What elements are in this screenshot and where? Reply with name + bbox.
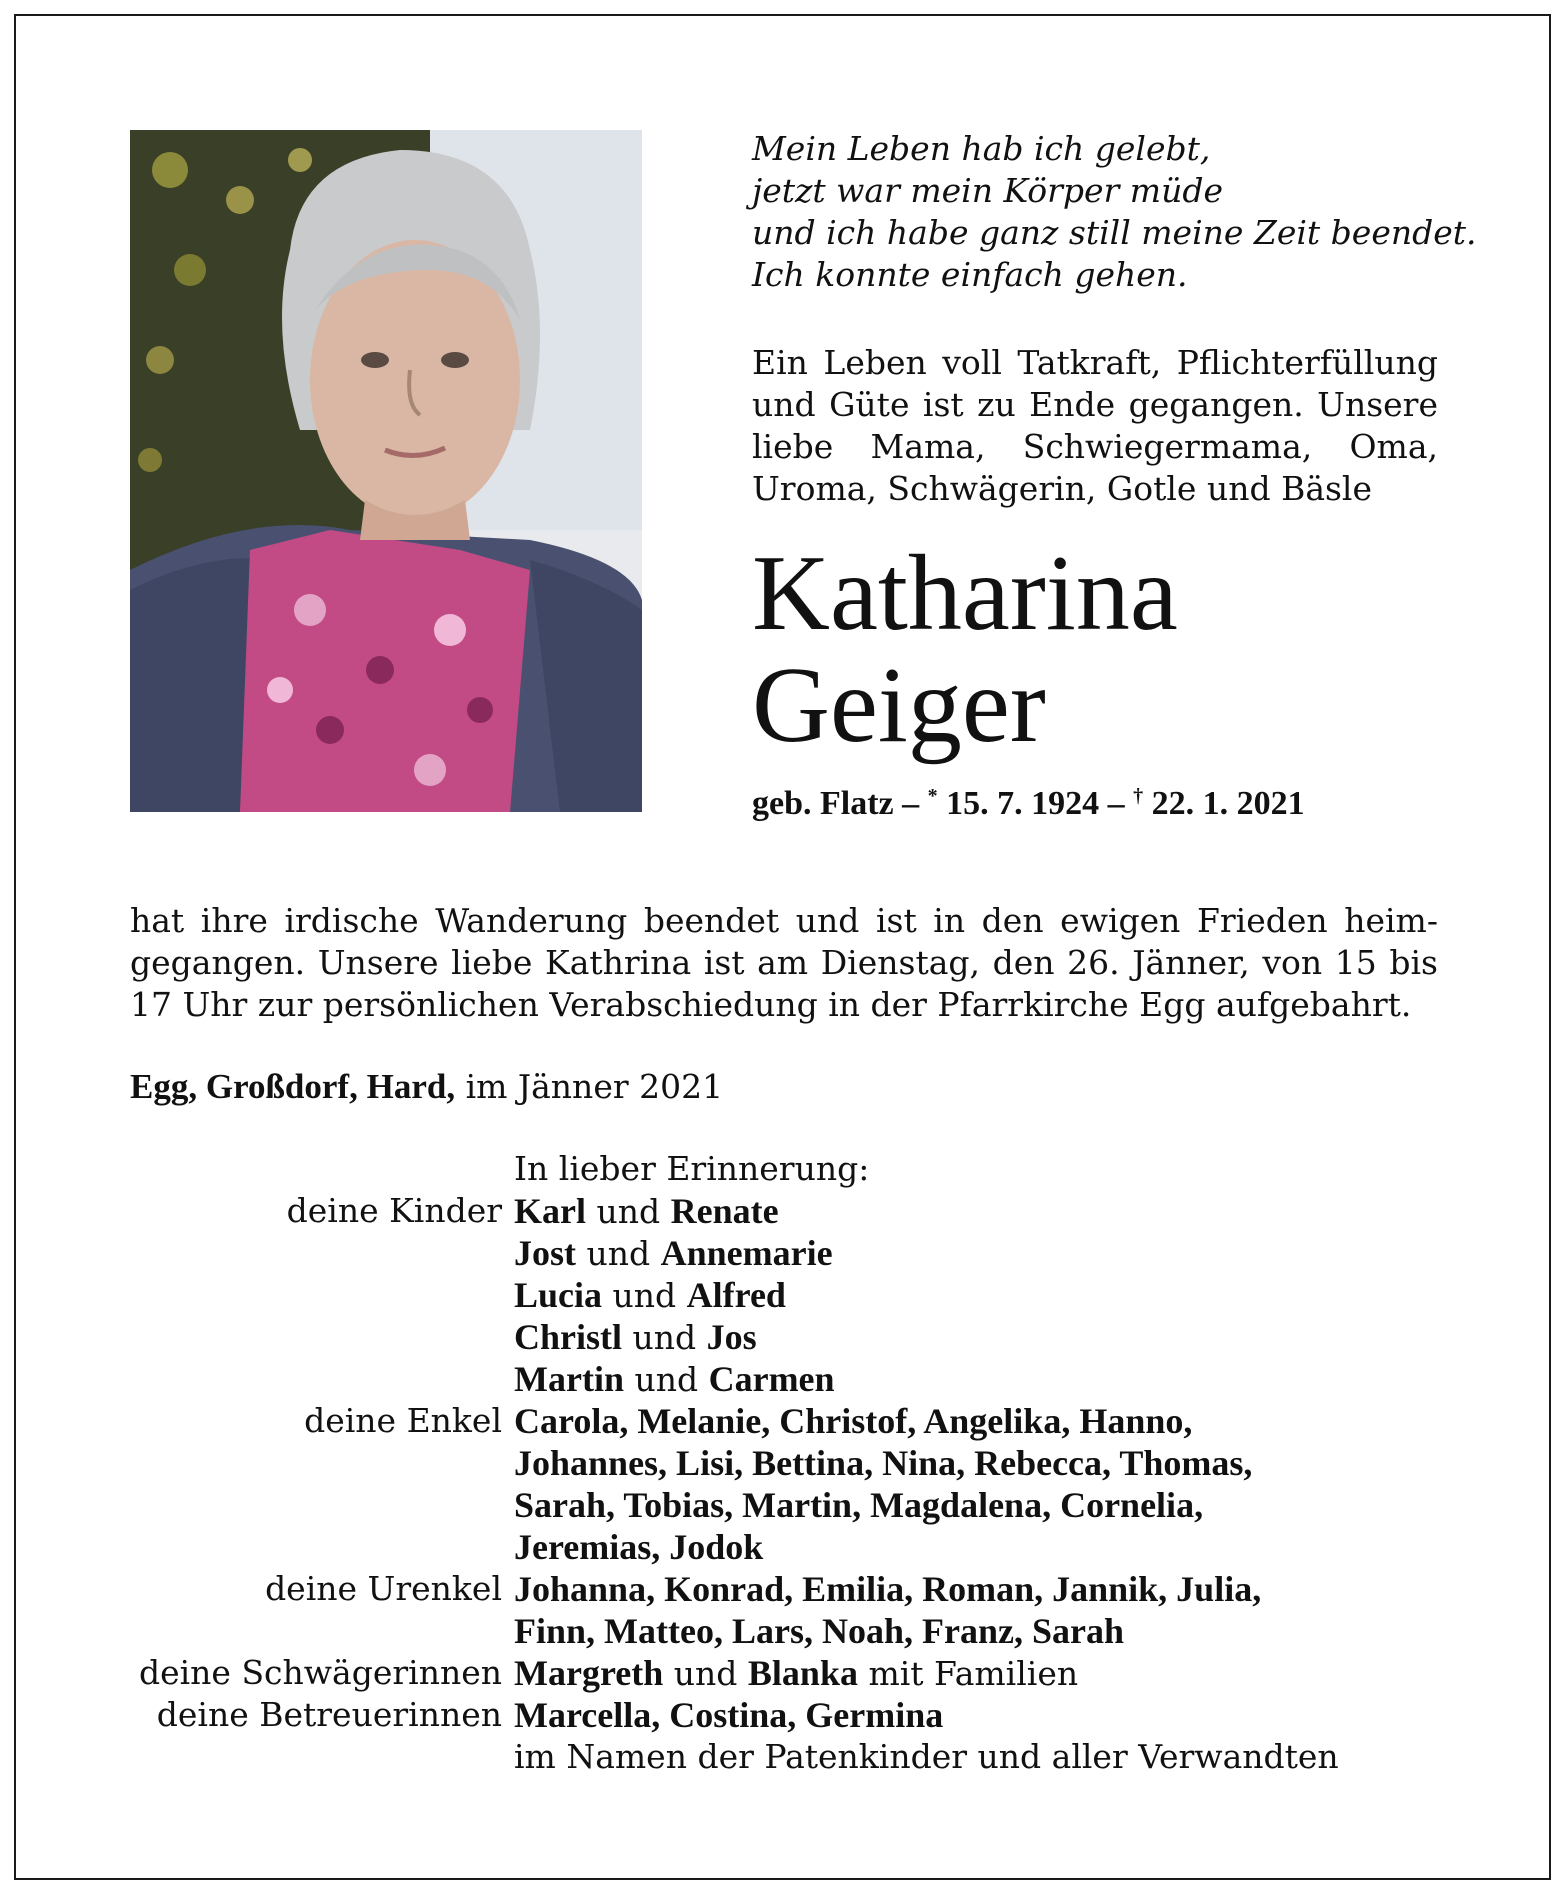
children-label: deine Kinder [286,1191,502,1230]
death-date: 22. 1. 2021 [1143,785,1305,822]
memorial-poem [752,128,1477,296]
children-pair [514,1316,1460,1358]
partner-name: Annemarie [660,1233,833,1273]
closing-row [130,1736,1460,1778]
caregivers-row [130,1694,1460,1736]
partner-name: Renate [670,1191,779,1231]
grandchildren-row [130,1400,1460,1442]
grandchildren-line: Jeremias, Jodok [514,1527,764,1567]
place-and-date [130,1066,723,1108]
signature-list [130,1148,1460,1778]
grandchildren-names [514,1442,1460,1484]
sisters-in-law-label: deine Schwägerinnen [138,1653,502,1692]
birth-date: 15. 7. 1924 – [937,785,1134,822]
children-pair [514,1190,1460,1232]
body-line: hat ihre irdische Wanderung beendet und ist in den ewigen Frieden heim- [130,901,1438,940]
partner-name: Carmen [708,1359,835,1399]
grandchildren-line: Johannes, Lisi, Bettina, Nina, Rebecca, Thomas, [514,1443,1253,1483]
children-row [130,1358,1460,1400]
connector: und [585,1192,671,1231]
poem-line: jetzt war mein Körper müde [752,171,1223,210]
last-name: Geiger [752,646,1046,765]
connector: und [602,1276,687,1315]
child-name: Karl [514,1191,586,1231]
partner-name: Jos [706,1317,757,1357]
closing-text: im Namen der Patenkinder und aller Verwandten [514,1737,1339,1776]
children-row [130,1316,1460,1358]
child-name: Christl [514,1317,622,1357]
great-grandchildren-names [514,1610,1460,1652]
great-grandchildren-line: Johanna, Konrad, Emilia, Roman, Jannik, Julia, [514,1569,1262,1609]
children-row [130,1274,1460,1316]
connector: und [623,1360,709,1399]
announcement-text [130,900,1438,1026]
poem-line: Ich konnte einfach gehen. [752,255,1188,294]
birth-symbol: * [927,785,938,807]
month-year: im Jänner 2021 [455,1067,724,1106]
intro-line: liebe Mama, Schwiegermama, Oma, [752,427,1438,466]
grandchildren-row [130,1526,1460,1568]
child-name: Martin [514,1359,624,1399]
connector: und [622,1318,707,1357]
sisters-in-law-row [130,1652,1460,1694]
portrait-image [130,130,642,812]
signature-heading: In lieber Erinnerung: [514,1149,870,1188]
sisters-in-law-names [514,1652,1460,1694]
sister-in-law-name: Blanka [747,1653,858,1693]
grandchildren-row [130,1442,1460,1484]
place-names: Egg, Großdorf, Hard, [130,1067,456,1106]
grandchildren-label: deine Enkel [304,1401,502,1440]
connector: und [663,1654,748,1693]
caregivers-line: Marcella, Costina, Germina [514,1695,944,1735]
great-grandchildren-label: deine Urenkel [265,1569,502,1608]
great-grandchildren-row [130,1610,1460,1652]
partner-name: Alfred [686,1275,786,1315]
caregivers-names [514,1694,1460,1736]
caregivers-label: deine Betreuerinnen [156,1695,502,1734]
signature-heading-row [130,1148,1460,1190]
grandchildren-row [130,1484,1460,1526]
grandchildren-names [514,1484,1460,1526]
children-pair [514,1358,1460,1400]
first-name: Katharina [752,534,1178,653]
body-line: gegangen. Unsere liebe Kathrina ist am Dienstag, den 26. Jänner, von 15 bis [130,943,1438,982]
child-name: Lucia [514,1275,603,1315]
grandchildren-names [514,1400,1460,1442]
grandchildren-line: Carola, Melanie, Christof, Angelika, Hanno, [514,1401,1193,1441]
children-row [130,1232,1460,1274]
death-symbol: † [1133,785,1144,807]
life-dates [752,776,1305,824]
children-pair [514,1232,1460,1274]
great-grandchildren-line: Finn, Matteo, Lars, Noah, Franz, Sarah [514,1611,1124,1651]
sister-in-law-name: Margreth [514,1653,664,1693]
children-pair [514,1274,1460,1316]
intro-line: Ein Leben voll Tatkraft, Pflichterfüllung [752,343,1438,382]
great-grandchildren-row [130,1568,1460,1610]
grandchildren-names [514,1526,1460,1568]
great-grandchildren-names [514,1568,1460,1610]
intro-paragraph [752,342,1438,510]
connector: und [576,1234,661,1273]
poem-line: und ich habe ganz still meine Zeit beendet. [752,213,1477,252]
deceased-name [752,534,1178,765]
portrait-photo [130,130,642,812]
maiden-name: geb. Flatz – [752,785,928,822]
intro-line: und Güte ist zu Ende gegangen. Unsere [752,385,1438,424]
children-row [130,1190,1460,1232]
intro-line: Uroma, Schwägerin, Gotle und Bäsle [752,469,1373,508]
grandchildren-line: Sarah, Tobias, Martin, Magdalena, Cornelia, [514,1485,1204,1525]
child-name: Jost [514,1233,576,1273]
families-text: mit Familien [857,1654,1079,1693]
poem-line: Mein Leben hab ich gelebt, [752,129,1211,168]
body-line: 17 Uhr zur persönlichen Verabschiedung in der Pfarrkirche Egg aufgebahrt. [130,985,1412,1024]
